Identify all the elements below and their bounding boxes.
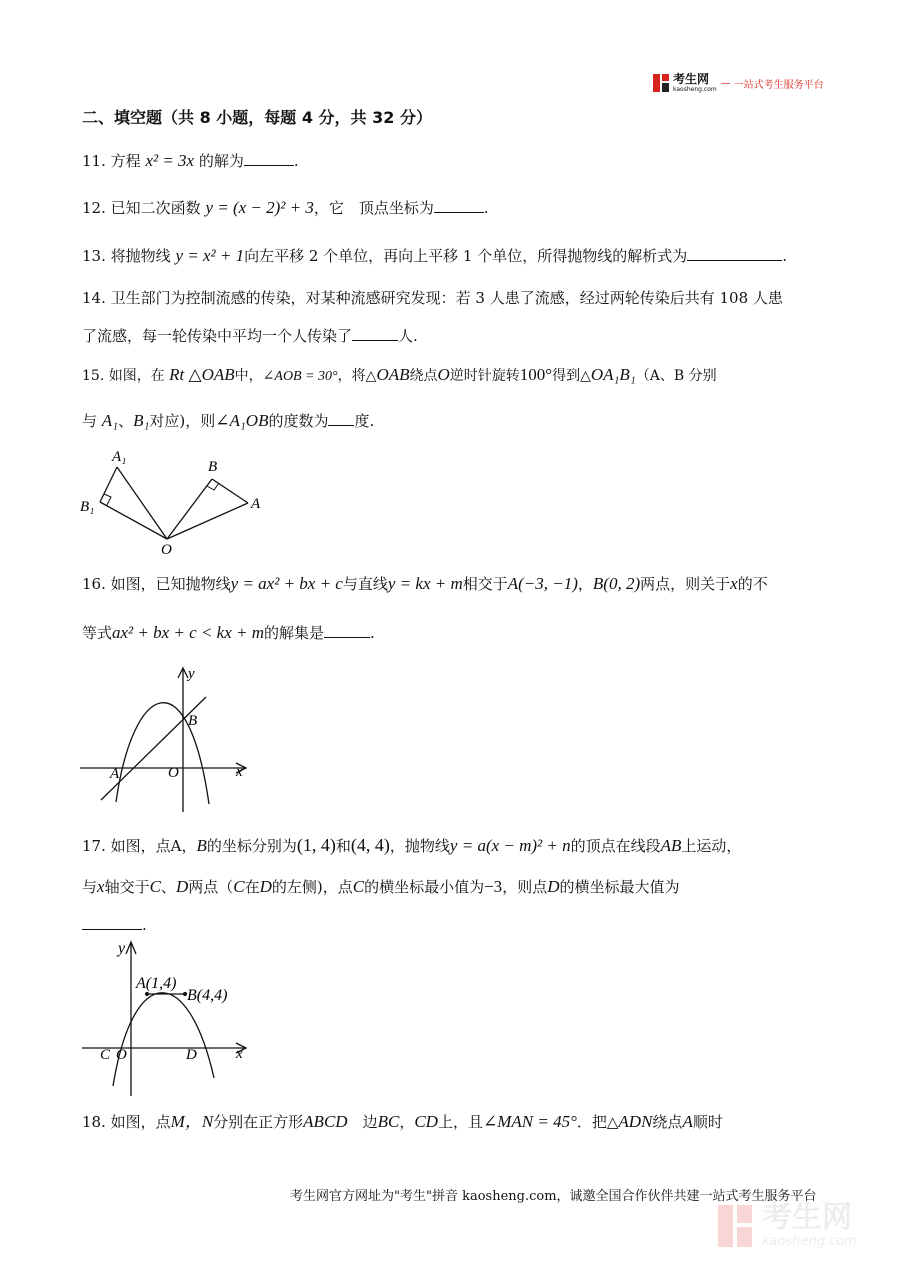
q17-point-2: (4, 4) xyxy=(350,835,390,855)
q18-adn: ADN xyxy=(618,1112,653,1131)
q17-answer-blank[interactable] xyxy=(82,914,142,930)
q15-angle: ∠AOB = 30° xyxy=(262,369,338,384)
fig17-point-a xyxy=(145,992,149,996)
q17-text-2e: 的左侧)，点 xyxy=(271,878,353,896)
q13-answer-blank[interactable] xyxy=(687,245,782,261)
q16-end: . xyxy=(370,624,375,642)
q17-point-1: (1, 4) xyxy=(296,835,336,855)
q16-text-e: 两点，则关于 xyxy=(640,575,731,593)
q17-d3: D xyxy=(547,877,560,896)
fig16-label-o: O xyxy=(168,765,179,781)
fig17-label-c: C xyxy=(100,1047,111,1063)
fig16-label-b: B xyxy=(188,713,198,729)
q12-answer-blank[interactable] xyxy=(434,197,484,213)
q12-equation: y = (x − 2)² + 3 xyxy=(205,198,314,217)
q15-a1: A₁ xyxy=(101,411,119,430)
q17-b: B xyxy=(196,836,207,855)
q13-text: 将抛物线 xyxy=(110,247,171,265)
question-17 xyxy=(82,834,741,857)
q15-text-2c: 的度数为 xyxy=(268,412,329,430)
q17-equation: y = a(x − m)² + n xyxy=(449,836,571,855)
q12-text: 已知二次函数 xyxy=(110,199,201,217)
fig16-label-a: A xyxy=(110,766,120,782)
question-12 xyxy=(82,197,489,219)
q17-c3: C xyxy=(352,877,365,896)
q15-text-d: 绕点 xyxy=(409,368,438,384)
q15-text-2a: 与 xyxy=(82,412,98,430)
q18-number: 18. xyxy=(82,1113,106,1131)
q11-text: 方程 xyxy=(110,152,141,170)
fig17-parabola xyxy=(113,993,214,1086)
fig17-label-y: y xyxy=(118,940,126,957)
q17-text-2d: 在 xyxy=(244,878,260,896)
q15-text: 如图，在 xyxy=(108,368,165,384)
fig15-segment-ba xyxy=(212,479,248,503)
section-title: 二、填空题（共 8 小题，每题 4 分，共 32 分） xyxy=(82,108,432,127)
question-15-line-2 xyxy=(82,410,374,432)
q17-d2: D xyxy=(259,877,272,896)
q17-c2: C xyxy=(233,877,245,896)
q17-text-2f: 的横坐标最小值为 xyxy=(364,878,485,896)
q18-text-d: 上，且 xyxy=(437,1113,483,1131)
question-14 xyxy=(82,287,783,309)
figure-16 xyxy=(78,662,258,814)
fig15-label-b: B xyxy=(208,459,218,475)
q15-triangle: Rt △OAB xyxy=(169,365,235,384)
q15-text-2b: 对应)，则 xyxy=(149,412,216,430)
q16-parabola-eq: y = ax² + bx + c xyxy=(230,574,343,593)
q13-end: . xyxy=(782,247,788,265)
q18-text-g: 顺时 xyxy=(692,1113,723,1131)
q14-answer-blank[interactable] xyxy=(352,325,398,341)
q15-degree: 100° xyxy=(519,365,553,384)
fig17-label-d: D xyxy=(186,1047,197,1063)
q16-text: 如图，已知抛物线 xyxy=(110,575,231,593)
kaosheng-logo-icon xyxy=(652,73,670,93)
q12-text-2: ，它 顶点坐标为 xyxy=(313,199,434,217)
question-13 xyxy=(82,245,787,267)
q18-text-c: 边 xyxy=(347,1113,378,1131)
q17-end: . xyxy=(142,916,147,934)
q17-minus-3: −3 xyxy=(484,877,503,896)
q16-number: 16. xyxy=(82,575,106,593)
q15-text-e: 逆时针旋转 xyxy=(449,368,520,384)
q18-mn: M，N xyxy=(170,1112,214,1131)
q16-line-eq: y = kx + m xyxy=(387,574,463,593)
q11-equation: x² = 3x xyxy=(145,151,195,170)
q17-ab: AB xyxy=(660,836,682,855)
q17-d: D xyxy=(175,877,189,896)
q17-number: 17. xyxy=(82,837,106,855)
q11-number: 11. xyxy=(82,152,106,170)
fig15-segment-a1o xyxy=(117,467,167,539)
q18-abcd: ABCD xyxy=(303,1112,348,1131)
q17-text-2h: 的横坐标最大值为 xyxy=(559,878,680,896)
q18-text-f: 绕点 xyxy=(652,1113,683,1131)
fig15-label-b1: B₁ xyxy=(80,499,95,515)
fig17-label-o: O xyxy=(116,1047,127,1063)
q18-sep: ， xyxy=(399,1113,415,1131)
figure-17 xyxy=(78,938,258,1098)
q17-and: 和 xyxy=(335,837,351,855)
q16-text-2b: 的解集是 xyxy=(264,624,325,642)
fig16-label-x: x xyxy=(236,764,243,780)
q18-text-e: ．把△ xyxy=(576,1113,619,1131)
fig15-label-a1: A₁ xyxy=(112,449,127,465)
q18-text-b: 分别在正方形 xyxy=(213,1113,304,1131)
q12-number: 12. xyxy=(82,199,106,217)
logo-name: 考生网 xyxy=(673,71,710,86)
fig15-segment-b1o xyxy=(100,502,167,539)
q18-angle: ∠MAN = 45° xyxy=(482,1112,577,1131)
q12-end: . xyxy=(483,199,489,217)
q16-text-b: 与直线 xyxy=(342,575,388,593)
fig15-segment-oa xyxy=(167,503,248,539)
watermark xyxy=(716,1202,857,1249)
q17-text-2c: 两点（ xyxy=(188,878,234,896)
q17-text-e: 上运动， xyxy=(681,837,742,855)
q11-end: . xyxy=(293,152,299,170)
fig17-label-x: x xyxy=(236,1046,243,1062)
q18-cd: CD xyxy=(414,1112,438,1131)
q15-oa1b1: OA₁B₁ xyxy=(590,365,636,384)
question-18 xyxy=(82,1111,723,1133)
q15-text-c: ，将△ xyxy=(337,368,377,384)
watermark-domain: kaosheng.com xyxy=(762,1234,857,1249)
watermark-logo-icon xyxy=(716,1203,756,1249)
question-14-line-2 xyxy=(82,325,418,347)
q16-text-d: ， xyxy=(577,575,593,593)
q15-answer-blank[interactable] xyxy=(328,410,354,426)
q15-text-b: 中， xyxy=(234,368,263,384)
fig15-label-a: A xyxy=(251,496,261,512)
header-logo: 考生网 kaosheng.com — 一站式考生服务平台 xyxy=(652,72,824,94)
logo-slogan: 一站式考生服务平台 xyxy=(733,79,824,91)
q16-answer-blank[interactable] xyxy=(324,622,370,638)
q15-b1: B₁ xyxy=(133,411,150,430)
q15-sep: 、 xyxy=(118,412,134,430)
q17-text-2g: ，则点 xyxy=(502,878,548,896)
q17-text-b: 的坐标分别为 xyxy=(206,837,297,855)
logo-domain: kaosheng.com xyxy=(673,85,717,93)
q13-text-2: 向左平移 2 个单位，再向上平移 1 个单位，所得抛物线的解析式为 xyxy=(244,247,688,265)
question-11 xyxy=(82,150,299,172)
q16-point-a: A(−3, −1) xyxy=(507,574,578,593)
q14-end: 人. xyxy=(398,327,418,345)
fig15-segment-ob xyxy=(167,479,212,539)
q15-text-f: 得到△ xyxy=(552,368,591,384)
question-16 xyxy=(82,573,768,595)
question-16-line-2 xyxy=(82,622,375,644)
fig15-label-o: O xyxy=(161,542,172,557)
q13-equation: y = x² + 1 xyxy=(175,246,245,265)
q15-text-g: （A、B 分别 xyxy=(635,368,717,384)
q11-text-2: 的解为 xyxy=(198,152,244,170)
q14-text: 卫生部门为控制流感的传染，对某种流感研究发现：若 3 人患了流感，经过两轮传染后共有 108 人患 xyxy=(110,289,783,307)
q16-text-c: 相交于 xyxy=(462,575,508,593)
fig17-label-b: B(4,4) xyxy=(187,987,228,1004)
q17-text-2b: 轴交于 xyxy=(104,878,150,896)
fig16-label-y: y xyxy=(188,666,195,682)
q17-text-2a: 与 xyxy=(82,878,98,896)
q11-answer-blank[interactable] xyxy=(244,150,294,166)
q16-inequality: ax² + bx + c < kx + m xyxy=(112,623,265,642)
q13-number: 13. xyxy=(82,247,106,265)
q16-x: x xyxy=(730,574,738,593)
footer-text: 考生网官方网址为"考生"拼音 kaosheng.com，诚邀全国合作伙伴共建一站式考生服务平台 xyxy=(290,1189,817,1204)
q15-oab: OAB xyxy=(376,365,410,384)
q18-text: 如图，点 xyxy=(110,1113,171,1131)
q17-text: 如图，点A， xyxy=(110,837,197,855)
question-15 xyxy=(82,364,717,388)
q18-a: A xyxy=(682,1112,693,1131)
q15-o: O xyxy=(437,365,450,384)
watermark-name: 考生网 xyxy=(762,1200,852,1235)
q16-text-f: 的不 xyxy=(737,575,768,593)
q17-sep: 、 xyxy=(160,878,176,896)
q17-text-c: ，抛物线 xyxy=(389,837,450,855)
q17-x: x xyxy=(97,877,105,896)
question-17-line-2 xyxy=(82,876,680,898)
fig17-label-a: A(1,4) xyxy=(136,975,177,992)
q16-point-b: B(0, 2) xyxy=(592,574,641,593)
fig15-segment-a1b1 xyxy=(100,467,117,502)
q15-angle-2: ∠A₁OB xyxy=(215,411,269,430)
q15-number: 15. xyxy=(82,368,105,384)
q17-text-d: 的顶点在线段 xyxy=(570,837,661,855)
q18-bc: BC xyxy=(377,1112,400,1131)
question-17-line-3 xyxy=(82,914,147,936)
figure-15 xyxy=(78,445,268,557)
q16-text-2a: 等式 xyxy=(82,624,113,642)
q15-end: 度. xyxy=(354,412,375,430)
q14-number: 14. xyxy=(82,289,106,307)
q14-text-2: 了流感，每一轮传染中平均一个人传染了 xyxy=(82,327,353,345)
fig15-right-angle-b1 xyxy=(104,494,111,505)
q17-c: C xyxy=(149,877,161,896)
